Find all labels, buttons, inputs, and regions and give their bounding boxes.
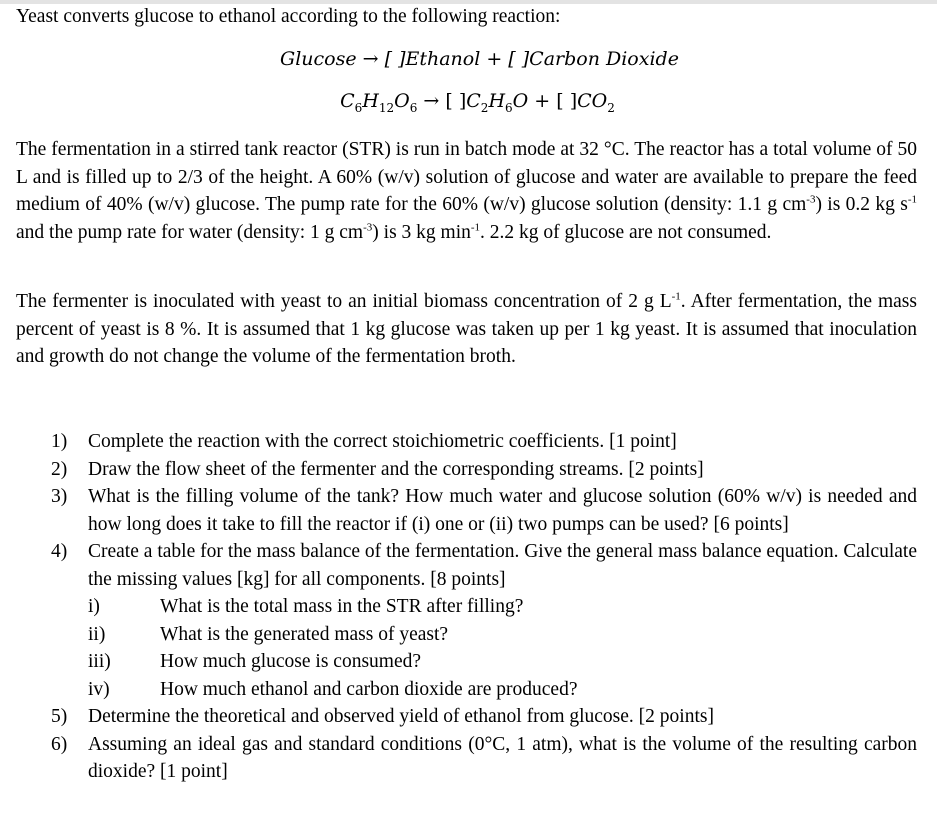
question-item: 3) What is the filling volume of the tank? How much water and glucose solution (60% w/v) is needed and how long does it take to fill the reactor if (i) one or (ii) two pumps can be used? [6 points]: [51, 486, 917, 535]
subquestion-item: ii) What is the generated mass of yeast?: [88, 623, 449, 645]
question-item: 6) Assuming an ideal gas and standard conditions (0°C, 1 atm), what is the volume of the resulting carbon dioxide? [1 point]: [51, 733, 917, 782]
formula-equation: $C_6H_{12}O_6$ → [ ]$C_2H_6O$ + [ ]$CO_2$: [340, 90, 615, 115]
paragraph-reactor-setup: The fermentation in a stirred tank reactor (STR) is run in batch mode at 32 °C. The reactor has a total volume of 50 L and is filled up to 2/3 of the height. A 60% (w/v) solution of glucose and water are available to prepare the feed medium of 40% (w/v) glucose. The pump rate for the 60% (w/v) glucose solution (density: 1.1 g $cm^{-3}$) is 0.2 kg $s^{-1}$ and the pump rate for water (density: 1 g $cm^{-3}$) is 3 kg $\min^{-1}$. 2.2 kg of glucose are not consumed.: [16, 139, 917, 243]
question-item: 5) Determine the theoretical and observed yield of ethanol from glucose. [2 points]: [51, 706, 714, 727]
question-item: 4) Create a table for the mass balance of the fermentation. Give the general mass balance equation. Calculate the missing values [kg] for all components. [8 points]: [51, 541, 917, 590]
top-border: [0, 0, 937, 4]
subquestion-item: iii) How much glucose is consumed?: [88, 651, 422, 672]
question-item: 1) Complete the reaction with the correct stoichiometric coefficients. [1 point]: [51, 431, 677, 452]
paragraph-inoculation: The fermenter is inoculated with yeast to an initial biomass concentration of 2 g $L^{-1}$. After fermentation, the mass percent of yeast is 8 %. It is assumed that 1 kg glucose was taken up per 1 kg yeast. It is assumed that inoculation and growth do not change the volume of the fermentation broth.: [16, 290, 917, 367]
intro-text: Yeast converts glucose to ethanol according to the following reaction:: [16, 6, 561, 27]
question-list: [0, 428, 937, 786]
word-equation: Glucose → [ ]Ethanol + [ ]Carbon Dioxide: [280, 48, 679, 70]
question-item: 2) Draw the flow sheet of the fermenter and the corresponding streams. [2 points]: [51, 458, 704, 480]
subquestion-item: iv) How much ethanol and carbon dioxide are produced?: [88, 678, 578, 700]
subquestion-item: i) What is the total mass in the STR after filling?: [88, 596, 524, 617]
